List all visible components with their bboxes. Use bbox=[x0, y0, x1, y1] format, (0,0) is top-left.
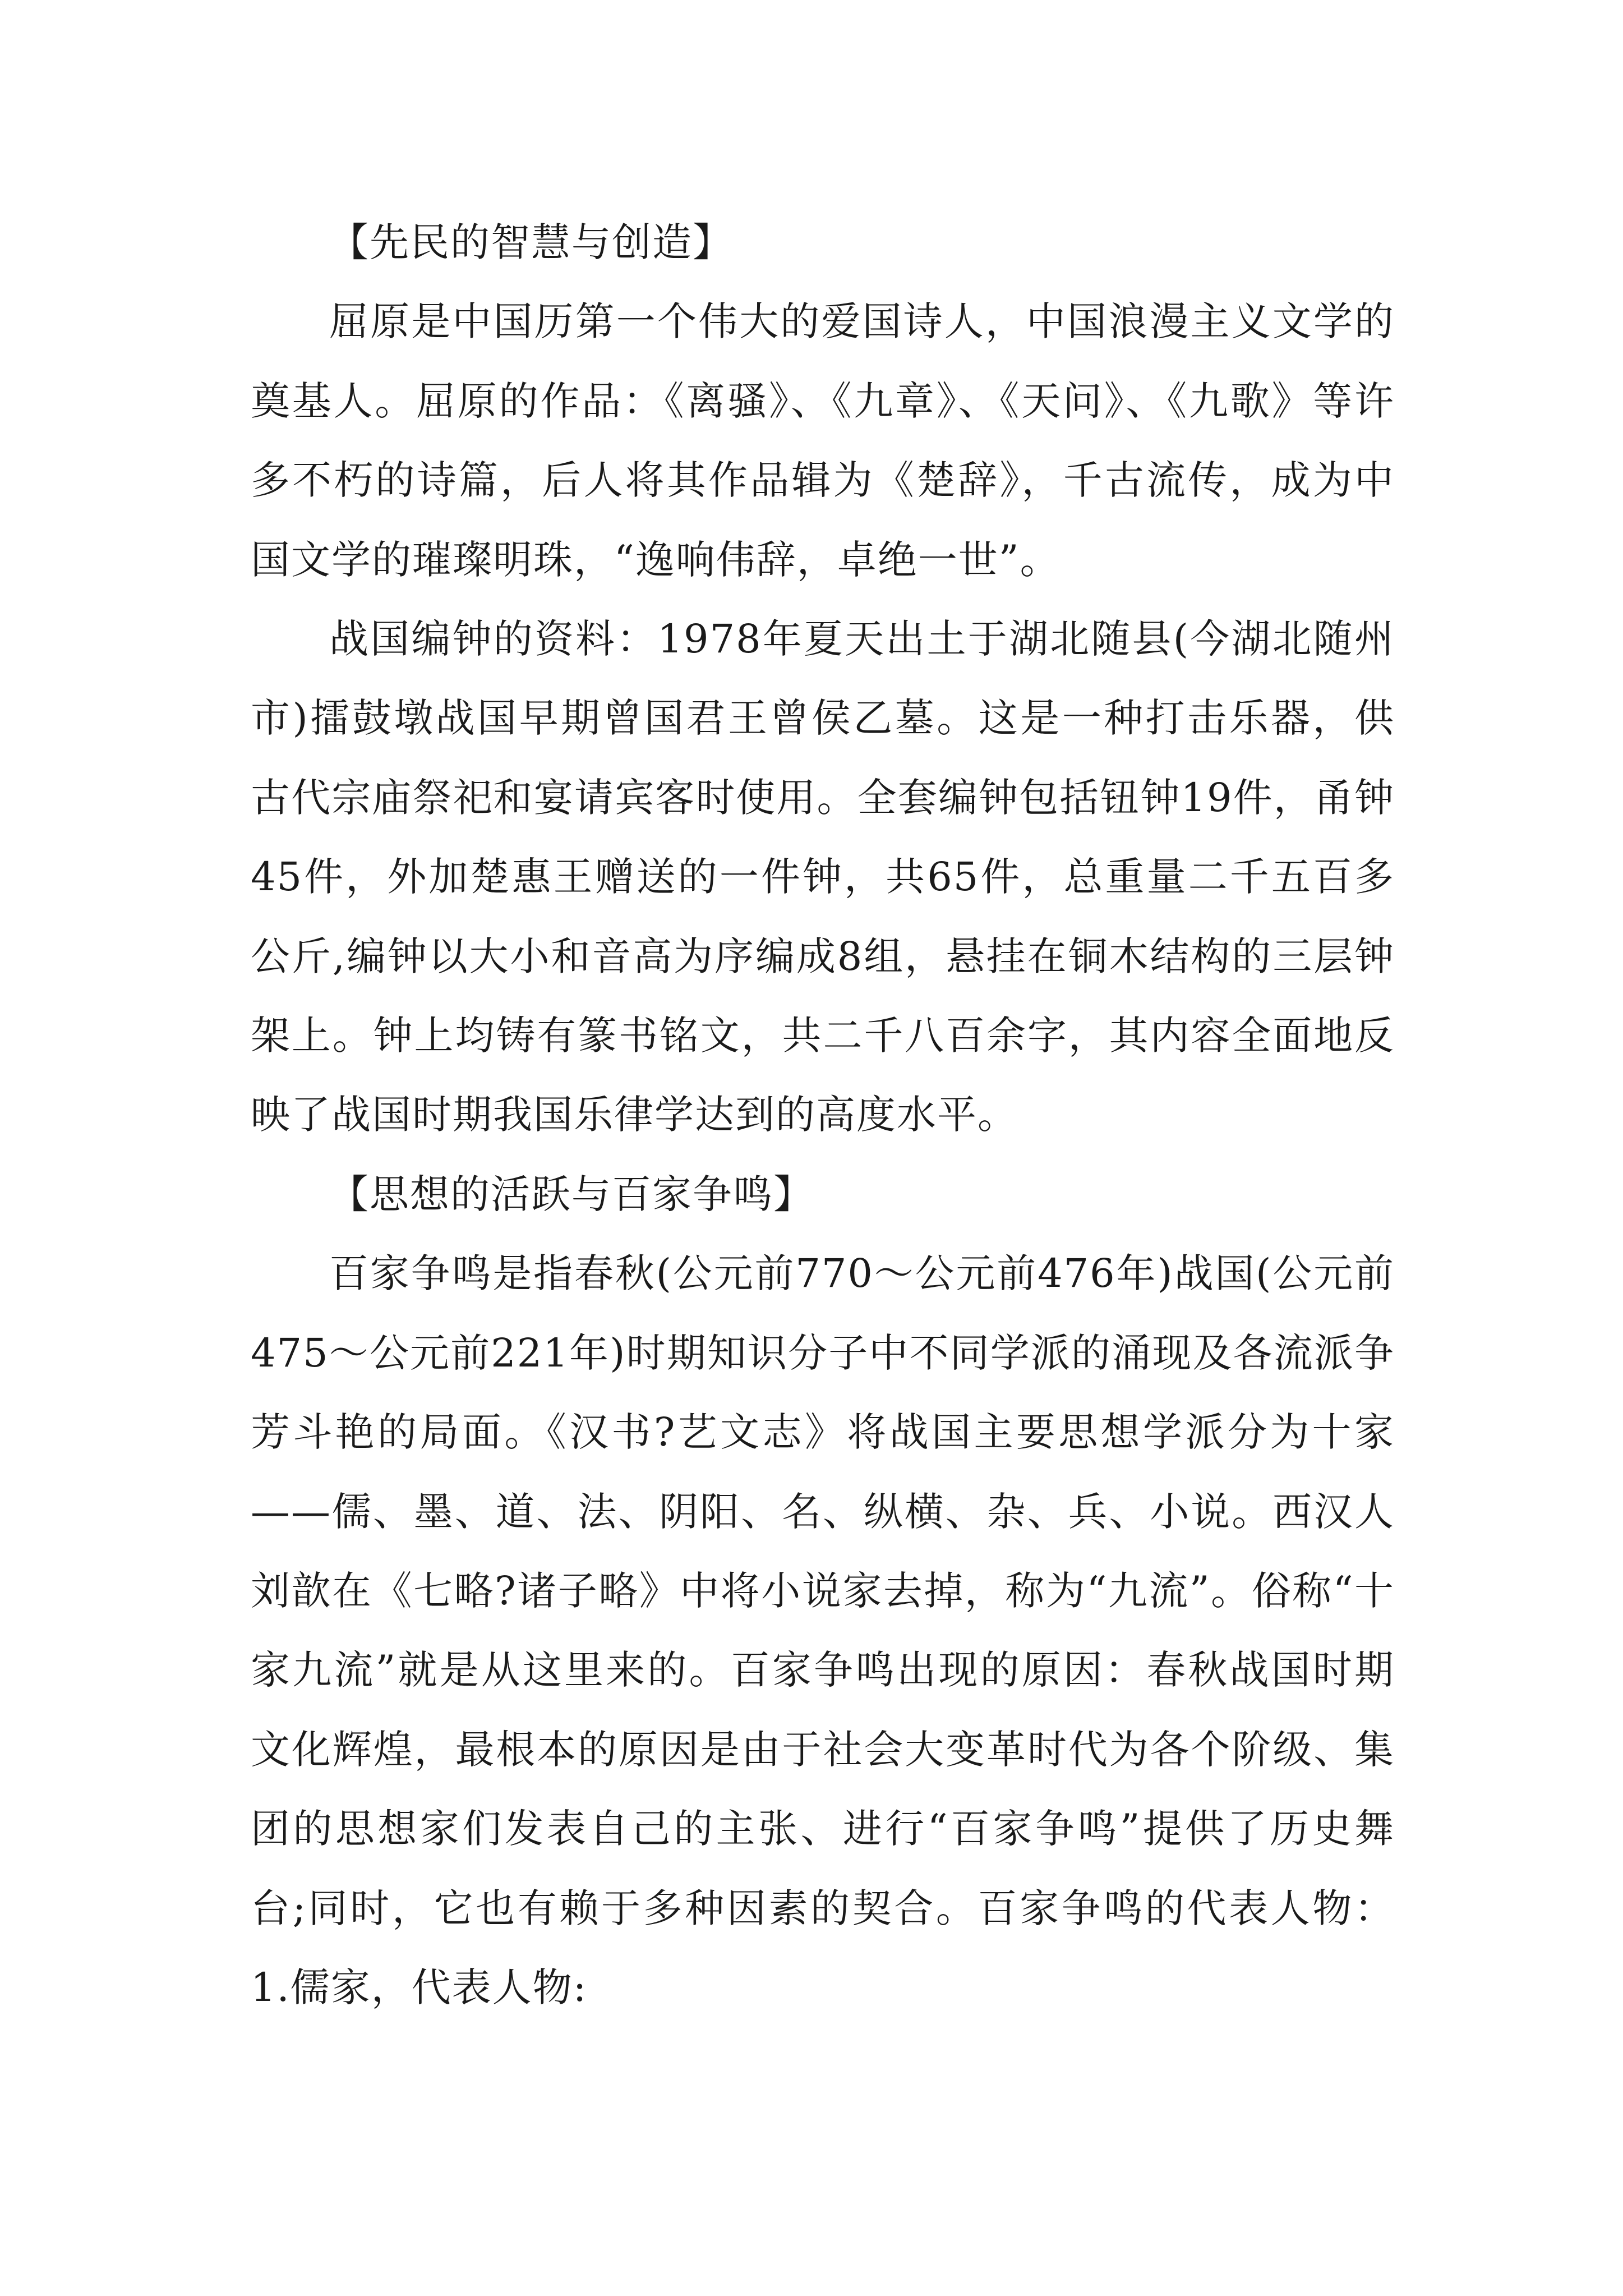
section-heading-hundred-schools: 【思想的活跃与百家争鸣】 bbox=[329, 1171, 814, 1217]
paragraph-bianzhong: 战国编钟的资料：1978年夏天出土于湖北随县(今湖北随州市)擂鼓墩战国早期曾国君王曾侯乙墓。这是一种打击乐器，供古代宗庙祭祀和宴请宾客时使用。全套编钟包括钮钟19件，甬钟45件，外加楚惠王赠送的一件钟，共65件，总重量二千五百多公斤,编钟以大小和音高为序编成8组，悬挂在铜木结构的三层钟架上。钟上均铸有篆书铭文，共二千八百余字，其内容全面地反映了战国时期我国乐律学达到的高度水平。 bbox=[251, 616, 1395, 1138]
paragraph-hundred-schools: 百家争鸣是指春秋(公元前770～公元前476年)战国(公元前475～公元前221年)时期知识分子中不同学派的涌现及各流派争芳斗艳的局面。《汉书?艺文志》将战国主要思想学派分为十家——儒、墨、道、法、阴阳、名、纵横、杂、兵、小说。西汉人刘歆在《七略?诸子略》中将小说家去掉，称为“九流”。俗称“十家九流”就是从这里来的。百家争鸣出现的原因：春秋战国时期文化辉煌，最根本的原因是由于社会大变革时代为各个阶级、集团的思想家们发表自己的主张、进行“百家争鸣”提供了历史舞台;同时，它也有赖于多种因素的契合。百家争鸣的代表人物：1.儒家，代表人物: bbox=[251, 1250, 1395, 2010]
section-heading-ancestors-wisdom: 【先民的智慧与创造】 bbox=[329, 219, 733, 265]
paragraph-qu-yuan: 屈原是中国历第一个伟大的爱国诗人，中国浪漫主义文学的奠基人。屈原的作品：《离骚》、《九章》、《天问》、《九歌》等许多不朽的诗篇，后人将其作品辑为《楚辞》，千古流传，成为中国文学的璀璨明珠，“逸响伟辞，卓绝一世”。 bbox=[251, 298, 1395, 583]
document-body bbox=[251, 203, 1395, 2027]
